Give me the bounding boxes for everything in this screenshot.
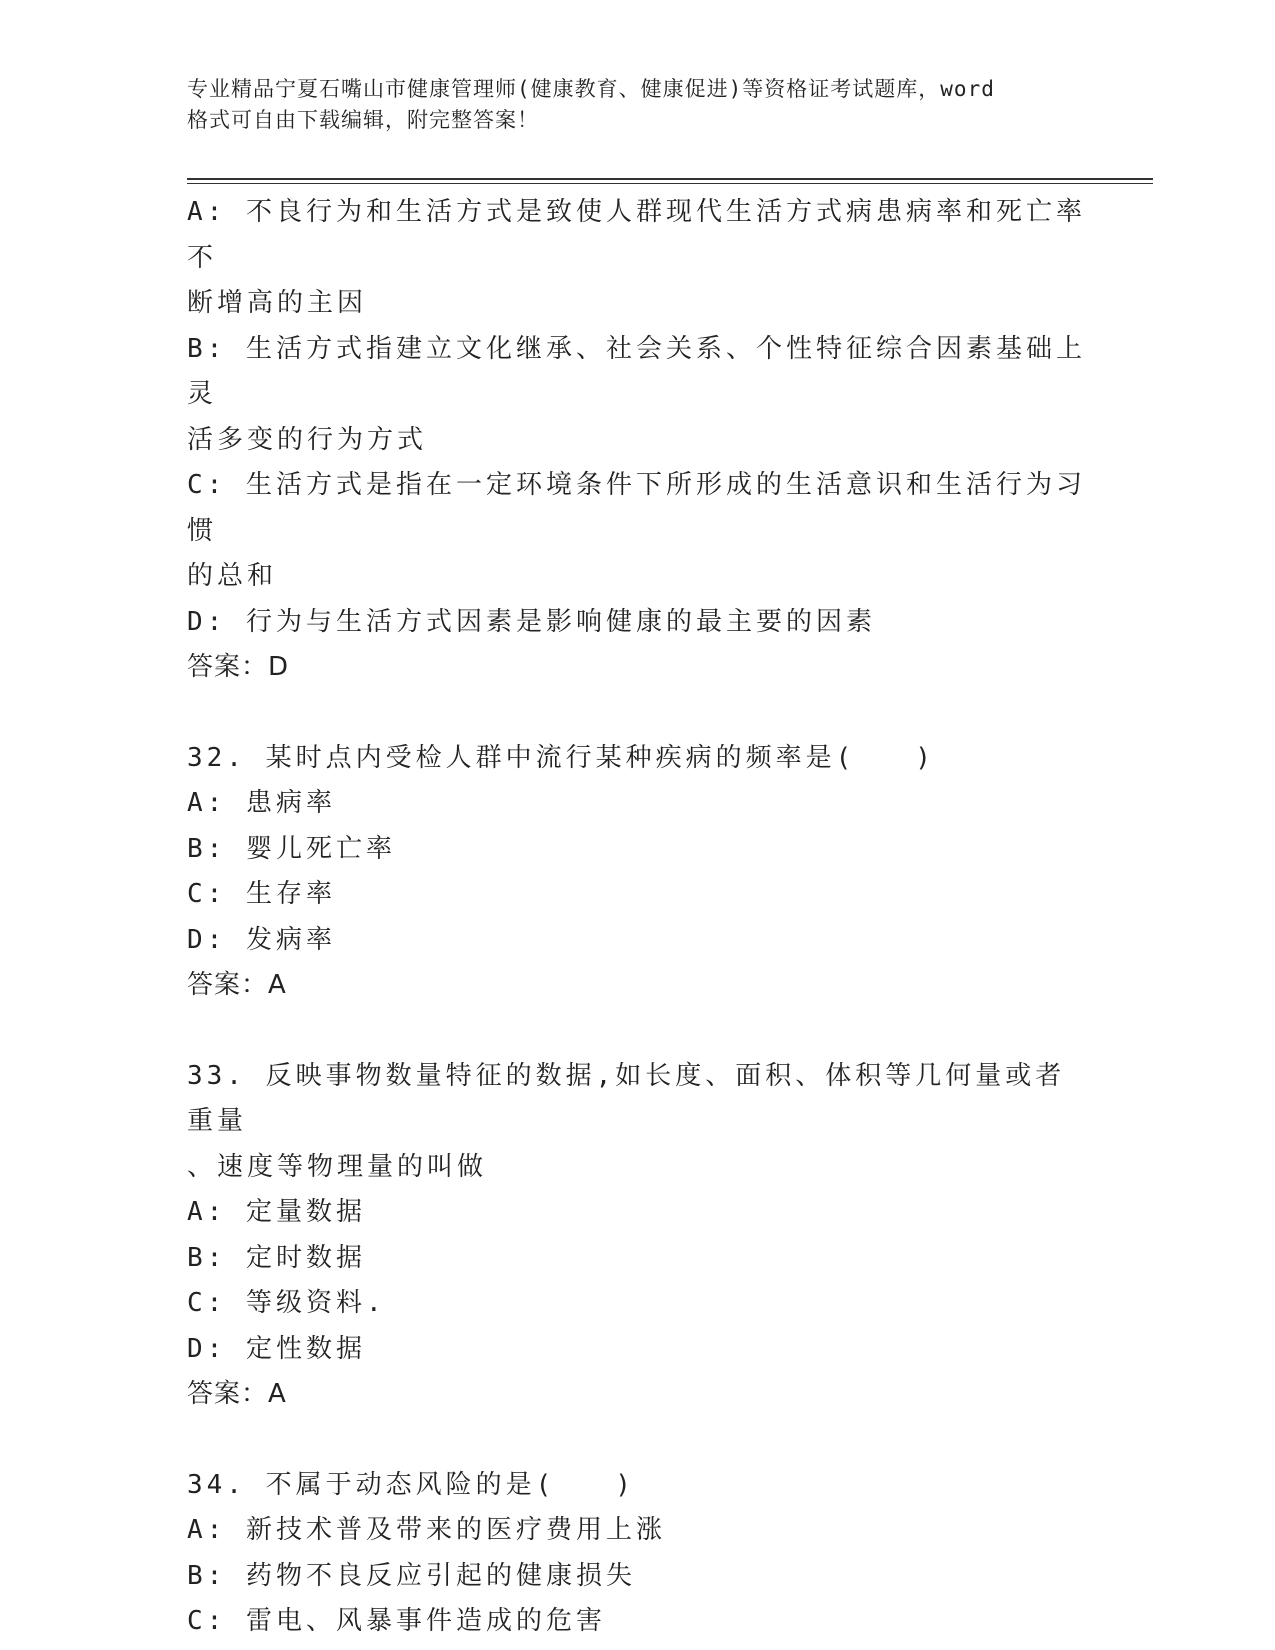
option-c-line-2: 的总和 bbox=[187, 561, 278, 591]
option-a: A: 患病率 bbox=[187, 788, 336, 818]
question-stem-line-2: 、速度等物理量的叫做 bbox=[187, 1151, 488, 1182]
answer: 答案：D bbox=[187, 652, 290, 682]
header-divider-thin bbox=[187, 183, 1153, 184]
option-c: C: 生存率 bbox=[187, 879, 336, 909]
header-divider-thick bbox=[187, 178, 1153, 180]
question-32 bbox=[187, 736, 1087, 1009]
option-c-line-1: C: 生活方式是指在一定环境条件下所形成的生活意识和生活行为习惯 bbox=[187, 470, 1086, 546]
question-31 bbox=[187, 190, 1087, 691]
answer: 答案：A bbox=[187, 970, 287, 1000]
option-d: D: 发病率 bbox=[187, 924, 336, 955]
question-stem: 32. 某时点内受检人群中流行某种疾病的频率是( ) bbox=[187, 742, 935, 773]
answer: 答案：A bbox=[187, 1379, 287, 1409]
option-a-line-2: 断增高的主因 bbox=[187, 288, 368, 318]
option-b: B: 药物不良反应引起的健康损失 bbox=[187, 1560, 636, 1591]
option-b: B: 定时数据 bbox=[187, 1242, 366, 1273]
question-34 bbox=[187, 1463, 1087, 1645]
option-b: B: 婴儿死亡率 bbox=[187, 833, 396, 864]
header-line-1: 专业精品宁夏石嘴山市健康管理师(健康教育、健康促进)等资格证考试题库，word bbox=[187, 77, 995, 101]
question-stem-line-1: 33. 反映事物数量特征的数据,如长度、面积、体积等几何量或者重量 bbox=[187, 1060, 1066, 1136]
option-a: A: 新技术普及带来的医疗费用上涨 bbox=[187, 1515, 666, 1545]
option-b-line-2: 活多变的行为方式 bbox=[187, 424, 428, 455]
document-header bbox=[187, 74, 1087, 136]
header-line-2: 格式可自由下载编辑，附完整答案！ bbox=[187, 108, 539, 132]
question-33 bbox=[187, 1054, 1087, 1418]
option-d: D: 行为与生活方式因素是影响健康的最主要的因素 bbox=[187, 606, 876, 637]
option-b-line-1: B: 生活方式指建立文化继承、社会关系、个性特征综合因素基础上灵 bbox=[187, 333, 1086, 409]
option-a-line-1: A: 不良行为和生活方式是致使人群现代生活方式病患病率和死亡率不 bbox=[187, 197, 1086, 273]
option-a: A: 定量数据 bbox=[187, 1197, 366, 1227]
option-d: D: 定性数据 bbox=[187, 1333, 366, 1364]
question-stem: 34. 不属于动态风险的是( ) bbox=[187, 1469, 635, 1500]
question-content bbox=[187, 190, 1087, 1645]
option-c: C: 雷电、风暴事件造成的危害 bbox=[187, 1606, 606, 1636]
option-c: C: 等级资料. bbox=[187, 1288, 386, 1318]
